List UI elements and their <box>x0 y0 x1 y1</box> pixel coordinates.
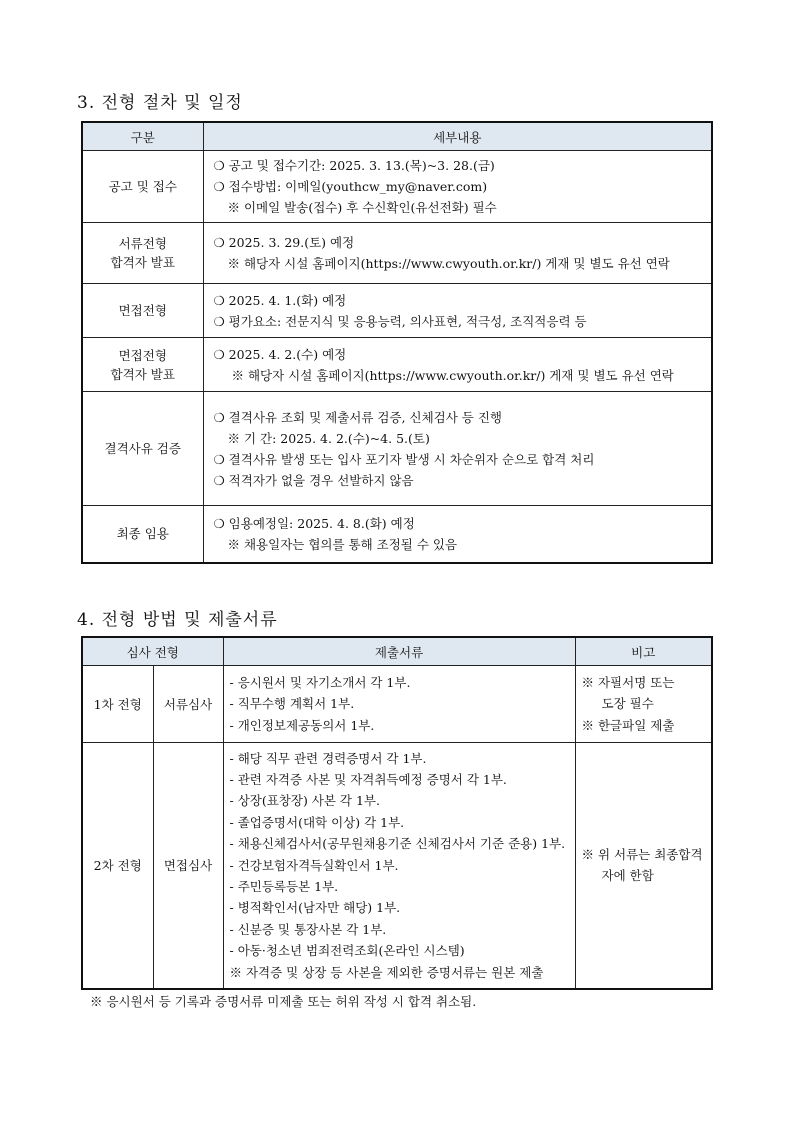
section-4-title: 4. 전형 방법 및 제출서류 <box>77 610 278 630</box>
category-label: 면접전형 <box>118 347 167 363</box>
row-category <box>82 223 203 284</box>
remarks <box>575 743 712 989</box>
category-label: 면접전형 <box>118 303 167 318</box>
row-category <box>82 151 203 223</box>
header-category: 구분 <box>82 122 203 151</box>
table-row <box>82 666 712 743</box>
table-row <box>82 151 712 223</box>
review-type: 서류심사 <box>153 666 223 743</box>
table-row <box>82 338 712 392</box>
detail-line: ❍ 결격사유 조회 및 제출서류 검증, 신체검사 등 진행 <box>213 409 502 425</box>
row-category <box>82 506 203 563</box>
remarks <box>575 666 712 743</box>
table-header-row <box>82 122 712 151</box>
remark-line: ※ 위 서류는 최종합격 <box>581 846 703 862</box>
list-item: - 채용신체검사서(공무원채용기준 신체검사서 기준 준용) 1부. <box>229 836 566 852</box>
list-item: - 건강보험자격득실확인서 1부. <box>229 857 399 873</box>
table-row <box>82 506 712 563</box>
detail-line: ※ 해당자 시설 홈페이지(https://www.cwyouth.or.kr/) 게재 및 별도 유선 연락 <box>231 367 674 383</box>
table-row <box>82 223 712 284</box>
detail-line: ※ 해당자 시설 홈페이지(https://www.cwyouth.or.kr/) 게재 및 별도 유선 연락 <box>227 256 670 271</box>
detail-line: ❍ 적격자가 없을 경우 선발하지 않음 <box>213 472 414 488</box>
schedule-table <box>81 121 713 564</box>
list-item: - 아동·청소년 범죄전력조회(온라인 시스템) <box>229 943 465 959</box>
list-item: - 신분증 및 통장사본 각 1부. <box>229 921 387 937</box>
list-item: ※ 자격증 및 상장 등 사본을 제외한 증명서류는 원본 제출 <box>229 964 544 980</box>
category-label: 결격사유 검증 <box>104 441 181 456</box>
row-details <box>203 223 712 284</box>
remark-line: ※ 자필서명 또는 <box>581 674 675 690</box>
detail-line: ※ 이메일 발송(접수) 후 수신확인(유선전화) 필수 <box>227 200 497 215</box>
row-details <box>203 338 712 392</box>
detail-line: ❍ 2025. 4. 2.(수) 예정 <box>213 346 347 362</box>
detail-line: ❍ 임용예정일: 2025. 4. 8.(화) 예정 <box>213 515 415 531</box>
detail-line: ※ 채용일자는 협의를 통해 조정될 수 있음 <box>227 536 458 552</box>
list-item: - 개인정보제공동의서 1부. <box>229 717 375 733</box>
remark-line: ※ 한글파일 제출 <box>581 717 675 733</box>
category-label: 최종 임용 <box>116 526 169 542</box>
table-header-row <box>82 637 712 666</box>
detail-line: ❍ 공고 및 접수기간: 2025. 3. 13.(목)~3. 28.(금) <box>213 158 495 173</box>
documents-list <box>223 666 575 743</box>
documents-table <box>81 636 713 990</box>
header-stage: 심사 전형 <box>82 637 223 666</box>
detail-line: ❍ 결격사유 발생 또는 입사 포기자 발생 시 차순위자 순으로 합격 처리 <box>213 451 595 467</box>
list-item: - 병적확인서(남자만 해당) 1부. <box>229 900 401 916</box>
review-type: 면접심사 <box>153 743 223 989</box>
section-3-title: 3. 전형 절차 및 일정 <box>77 93 243 113</box>
header-remarks: 비고 <box>575 637 712 666</box>
list-item: - 응시원서 및 자기소개서 각 1부. <box>229 674 411 690</box>
list-item: - 상장(표창장) 사본 각 1부. <box>229 793 380 809</box>
row-details <box>203 392 712 506</box>
list-item: - 주민등록등본 1부. <box>229 878 339 894</box>
stage-label: 2차 전형 <box>82 743 153 989</box>
table-row <box>82 284 712 338</box>
category-label: 합격자 발표 <box>110 366 175 382</box>
remark-line: 자에 한함 <box>601 868 654 884</box>
row-category <box>82 338 203 392</box>
header-documents: 제출서류 <box>223 637 575 666</box>
documents-list <box>223 743 575 989</box>
list-item: - 졸업증명서(대학 이상) 각 1부. <box>229 814 405 830</box>
list-item: - 해당 직무 관련 경력증명서 각 1부. <box>229 750 427 766</box>
row-details <box>203 151 712 223</box>
detail-line: ❍ 2025. 3. 29.(토) 예정 <box>213 235 355 250</box>
detail-line: ❍ 2025. 4. 1.(화) 예정 <box>213 292 347 308</box>
row-details <box>203 506 712 563</box>
header-details: 세부내용 <box>203 122 712 151</box>
table-row <box>82 743 712 989</box>
remark-line: 도장 필수 <box>601 696 654 712</box>
detail-line: ❍ 접수방법: 이메일(youthcw_my@naver.com) <box>213 179 488 194</box>
list-item: - 관련 자격증 사본 및 자격취득예정 증명서 각 1부. <box>229 771 507 787</box>
category-label: 서류전형 <box>118 236 167 251</box>
category-label: 공고 및 접수 <box>108 179 177 194</box>
list-item: - 직무수행 계획서 1부. <box>229 696 355 712</box>
category-label: 합격자 발표 <box>110 255 175 270</box>
detail-line: ❍ 평가요소: 전문지식 및 응용능력, 의사표현, 적극성, 조직적응력 등 <box>213 313 587 329</box>
row-category <box>82 392 203 506</box>
row-details <box>203 284 712 338</box>
footnote: ※ 응시원서 등 기록과 증명서류 미제출 또는 허위 작성 시 합격 취소됨. <box>90 994 477 1009</box>
table-row <box>82 392 712 506</box>
detail-line: ※ 기 간: 2025. 4. 2.(수)~4. 5.(토) <box>227 430 430 446</box>
stage-label: 1차 전형 <box>82 666 153 743</box>
row-category <box>82 284 203 338</box>
